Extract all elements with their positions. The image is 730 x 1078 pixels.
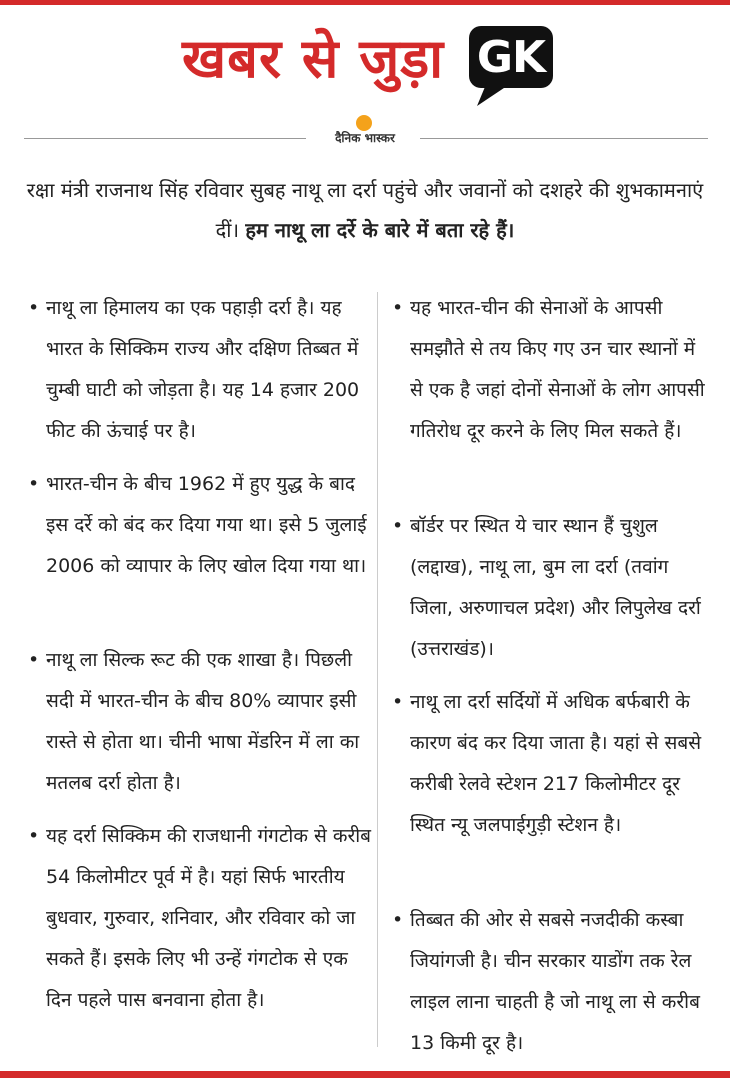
- list-item-text: नाथू ला सिल्क रूट की एक शाखा है। पिछली सदी में भारत-चीन के बीच 80% व्यापार इसी रास्ते से होता था। चीनी भाषा मेंडरिन में ला का मतलब दर्रा होता है।: [46, 649, 360, 794]
- bullet-icon: •: [28, 825, 40, 847]
- intro-text: रक्षा मंत्री राजनाथ सिंह रविवार सुबह नाथू ला दर्रा पहुंचे और जवानों को दशहरे की शुभकामनाएं दीं।: [26, 178, 704, 242]
- bullet-icon: •: [392, 515, 404, 537]
- gk-badge-label: GK: [476, 32, 546, 83]
- list-item: [28, 288, 373, 452]
- list-item-text: बॉर्डर पर स्थित ये चार स्थान हैं चुशुल (लद्दाख), नाथू ला, बुम ला दर्रा (तवांग जिला, अरुणाचल प्रदेश) और लिपुलेख दर्रा (उत्तराखंड)।: [410, 515, 701, 660]
- bullet-icon: •: [392, 691, 404, 713]
- bullet-icon: •: [28, 297, 40, 319]
- list-item: [392, 506, 712, 670]
- list-item: [392, 900, 712, 1064]
- bullet-icon: •: [392, 297, 404, 319]
- intro-paragraph: [20, 170, 710, 250]
- list-item-text: नाथू ला हिमालय का एक पहाड़ी दर्रा है। यह भारत के सिक्किम राज्य और दक्षिण तिब्बत में चुम्बी घाटी को जोड़ता है। यह 14 हजार 200 फीट की ऊंचाई पर है।: [46, 297, 360, 442]
- list-item: [28, 816, 373, 1021]
- gk-speech-bubble-icon: [469, 26, 557, 108]
- bullet-icon: •: [392, 909, 404, 931]
- list-item-text: भारत-चीन के बीच 1962 में हुए युद्ध के बाद इस दर्रे को बंद कर दिया गया था। इसे 5 जुलाई 2006 को व्यापार के लिए खोल दिया गया था।: [46, 473, 367, 577]
- list-item-text: यह भारत-चीन की सेनाओं के आपसी समझौते से तय किए गए उन चार स्थानों में से एक है जहां दोनों सेनाओं के लोग आपसी गतिरोध दूर करने के लिए मिल सकते हैं।: [410, 297, 705, 442]
- list-item: [28, 640, 373, 804]
- column-divider: [377, 292, 378, 1047]
- bullet-icon: •: [28, 649, 40, 671]
- top-red-bar: [0, 0, 730, 5]
- header-divider-left: [24, 138, 306, 139]
- header-divider-right: [420, 138, 708, 139]
- list-item-text: यह दर्रा सिक्किम की राजधानी गंगटोक से करीब 54 किलोमीटर पूर्व में है। यहां सिर्फ भारतीय बुधवार, गुरुवार, शनिवार, और रविवार को जा सकते हैं। इसके लिए भी उन्हें गंगटोक से एक दिन पहले पास बनवाना होता है।: [46, 825, 371, 1011]
- bullet-icon: •: [28, 473, 40, 495]
- list-item: [28, 464, 373, 587]
- headline-title: खबर से जुड़ा: [182, 27, 445, 90]
- intro-highlight: हम नाथू ला दर्रे के बारे में बता रहे हैं।: [245, 218, 515, 242]
- publisher-logo: दैनिक भास्कर: [335, 131, 395, 145]
- bottom-red-bar: [0, 1071, 730, 1078]
- list-item-text: तिब्बत की ओर से सबसे नजदीकी कस्बा जियांगजी है। चीन सरकार याडोंग तक रेल लाइल लाना चाहती है जो नाथू ला से करीब 13 किमी दूर है।: [410, 909, 700, 1054]
- list-item-text: नाथू ला दर्रा सर्दियों में अधिक बर्फबारी के कारण बंद कर दिया जाता है। यहां से सबसे करीबी रेलवे स्टेशन 217 किलोमीटर दूर स्थित न्यू जलपाईगुड़ी स्टेशन है।: [410, 691, 702, 836]
- list-item: [392, 682, 712, 846]
- list-item: [392, 288, 712, 452]
- bhaskar-logo-sun-icon: [356, 115, 372, 131]
